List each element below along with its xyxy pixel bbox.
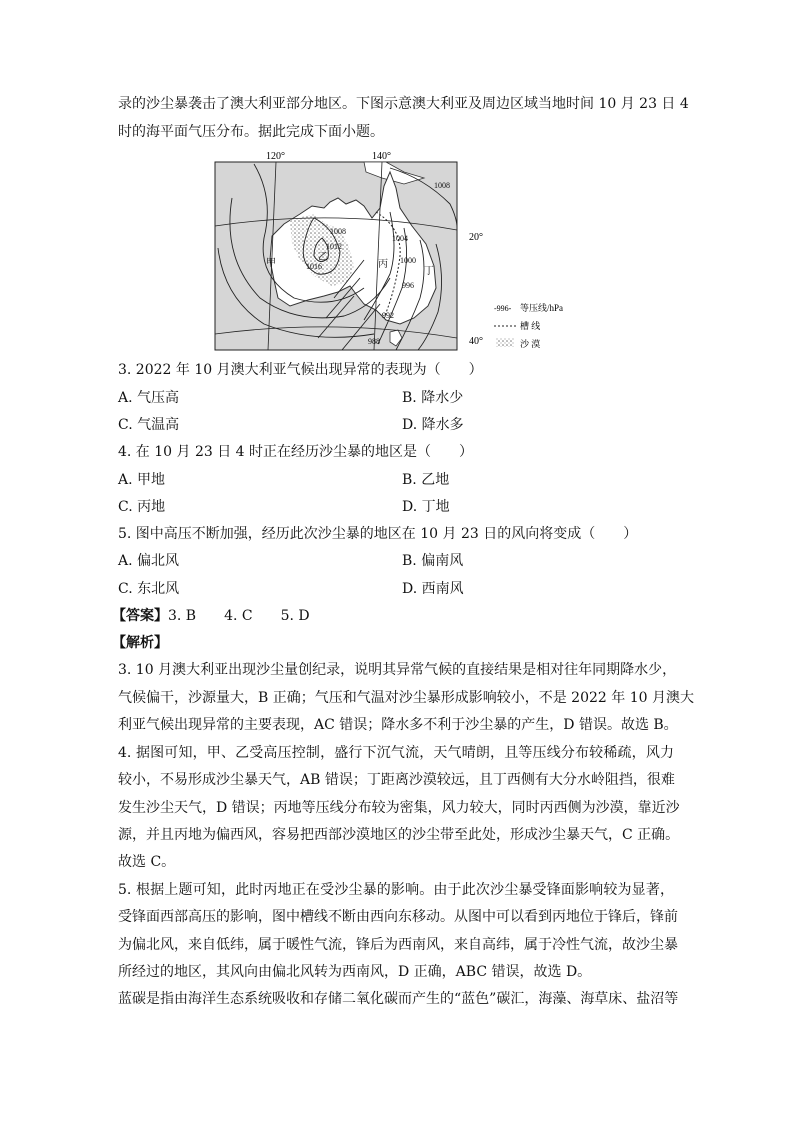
isobar-label: 1016 <box>306 262 322 271</box>
question-4-option-a: A. 甲地 <box>118 472 166 488</box>
question-3-option-d: D. 降水多 <box>402 417 464 433</box>
isobar-label: 1008 <box>434 181 450 190</box>
isobar-label: 996 <box>402 281 414 290</box>
analysis-line: 发生沙尘天气，D 错误；丙地等压线分布较为密集，风力较大，同时丙西侧为沙漠，靠近沙 <box>118 800 680 816</box>
analysis-line: 利亚气候出现异常的主要表现，AC 错误；降水多不利于沙尘暴的产生，D 错误。故选 B。 <box>118 717 678 733</box>
analysis-line: 4. 据图可知，甲、乙受高压控制，盛行下沉气流，天气晴朗，且等压线分布较稀疏，风力 <box>118 745 674 761</box>
isobar-label: 992 <box>382 311 394 320</box>
isobar-label: 1000 <box>400 256 416 265</box>
analysis-line: 故选 C。 <box>118 854 176 870</box>
lon-label-120: 120° <box>266 151 285 162</box>
question-5-option-b: B. 偏南风 <box>402 553 464 569</box>
legend-isobar-sample: -996- <box>494 304 512 313</box>
intro-line-2: 时的海平面气压分布。据此完成下面小题。 <box>118 124 384 140</box>
question-4-stem: 4. 在 10 月 23 日 4 时正在经历沙尘暴的地区是（ ） <box>118 444 474 460</box>
analysis-line: 受锋面西部高压的影响，图中槽线不断由西向东移动。从图中可以看到丙地位于锋后，锋前 <box>118 909 678 925</box>
place-label-bing: 丙 <box>378 259 388 270</box>
place-label-yi: 乙 <box>318 252 328 263</box>
analysis-line: 气候偏干，沙源量大，B 正确；气压和气温对沙尘暴形成影响较小，不是 2022 年 10 月澳大 <box>118 690 694 706</box>
legend-isobar-label: 等压线/hPa <box>520 303 564 313</box>
question-5-option-d: D. 西南风 <box>402 581 464 597</box>
analysis-line: 源，并且丙地为偏西风，容易把西部沙漠地区的沙尘带至此处，形成沙尘暴天气，C 正确。 <box>118 827 680 843</box>
answer-label: 【答案】 <box>112 608 168 624</box>
question-3-option-b: B. 降水少 <box>402 390 464 406</box>
question-3-option-c: C. 气温高 <box>118 417 180 433</box>
question-5-option-a: A. 偏北风 <box>118 553 180 569</box>
question-3-stem: 3. 2022 年 10 月澳大利亚气候出现异常的表现为（ ） <box>118 362 483 378</box>
intro-line-1: 录的沙尘暴袭击了澳大利亚部分地区。下图示意澳大利亚及周边区域当地时间 10 月 23 日 4 <box>118 96 689 112</box>
legend-desert-label: 沙 漠 <box>520 339 541 349</box>
question-3-option-a: A. 气压高 <box>118 390 180 406</box>
lat-label-40: 40° <box>469 336 483 347</box>
legend-trough-label: 槽 线 <box>520 321 541 331</box>
analysis-line: 较小，不易形成沙尘暴天气，AB 错误；丁距离沙漠较远，且丁西侧有大分水岭阻挡，很难 <box>118 772 675 788</box>
legend-desert-swatch <box>496 338 514 347</box>
lon-label-140: 140° <box>372 151 391 162</box>
isobar-label: 1008 <box>330 227 346 236</box>
isobar-label: 1004 <box>392 234 408 243</box>
answer-line <box>112 606 310 626</box>
map-legend <box>494 302 563 349</box>
place-label-ding: 丁 <box>424 266 434 277</box>
answer-values: 3. B 4. C 5. D <box>168 608 310 624</box>
isobar-label: 988 <box>368 337 380 346</box>
analysis-line: 3. 10 月澳大利亚出现沙尘量创纪录，说明其异常气候的直接结果是相对往年同期降水少， <box>118 662 677 678</box>
analysis-label: 【解析】 <box>112 635 168 651</box>
question-5-option-c: C. 东北风 <box>118 581 180 597</box>
lat-label-20: 20° <box>469 232 483 243</box>
question-5-stem: 5. 图中高压不断加强，经历此次沙尘暴的地区在 10 月 23 日的风向将变成（ ） <box>118 526 638 542</box>
question-4-option-d: D. 丁地 <box>402 499 450 515</box>
analysis-line: 所经过的地区，其风向由偏北风转为西南风，D 正确，ABC 错误，故选 D。 <box>118 964 592 980</box>
analysis-line: 蓝碳是指由海洋生态系统吸收和存储二氧化碳而产生的“蓝色”碳汇，海藻、海草床、盐沼等 <box>118 991 679 1007</box>
analysis-line: 5. 根据上题可知，此时丙地正在受沙尘暴的影响。由于此次沙尘暴受锋面影响较为显著， <box>118 882 674 898</box>
isobar-label: 1012 <box>326 242 342 251</box>
pressure-map <box>214 148 594 360</box>
question-4-option-c: C. 丙地 <box>118 499 166 515</box>
analysis-line: 为偏北风，来自低纬，属于暖性气流，锋后为西南风，来自高纬，属于冷性气流，故沙尘暴 <box>118 937 678 953</box>
place-label-jia: 甲 <box>266 258 276 269</box>
question-4-option-b: B. 乙地 <box>402 472 450 488</box>
